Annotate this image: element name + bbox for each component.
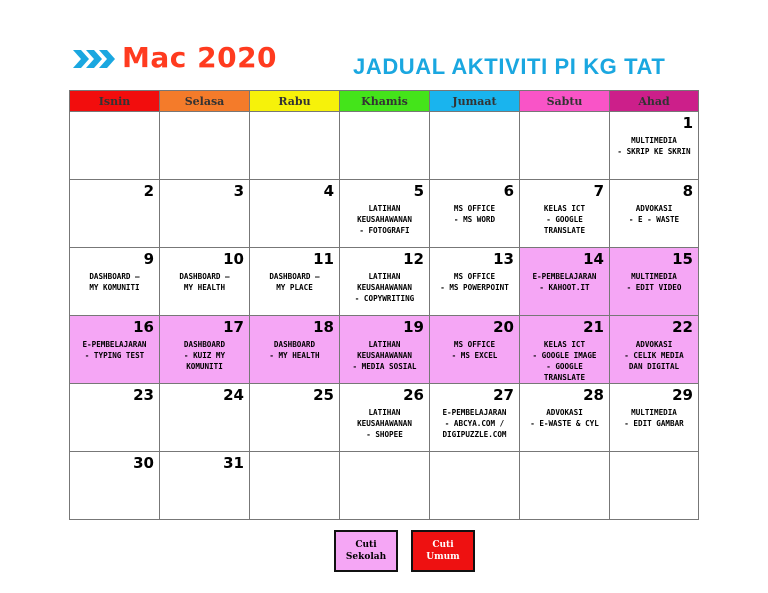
day-cell (340, 112, 430, 180)
activity-text: DASHBOARD – MY KOMUNITI (89, 272, 140, 292)
day-number: 3 (233, 182, 244, 200)
day-number: 7 (593, 182, 604, 200)
day-number: 12 (403, 250, 424, 268)
day-number: 1 (682, 114, 693, 132)
activity-text: LATIHAN KEUSAHAWANAN - FOTOGRAFI (357, 204, 412, 235)
weekday-header-sabtu: Sabtu (520, 91, 610, 112)
day-cell (160, 112, 250, 180)
activity-text: E-PEMBELAJARAN - ABCYA.COM / DIGIPUZZLE.COM (442, 408, 507, 439)
legend-cuti-sekolah (334, 530, 398, 572)
day-cell (160, 316, 250, 384)
activity-text: DASHBOARD - MY HEALTH (269, 340, 320, 360)
activity-text: ADVOKASI - E-WASTE & CYL (530, 408, 599, 428)
activity-text: KELAS ICT - GOOGLE IMAGE - GOOGLE TRANSLATE (532, 340, 597, 382)
activity-text: DASHBOARD – MY HEALTH (179, 272, 230, 292)
day-number: 11 (313, 250, 334, 268)
day-number: 22 (672, 318, 693, 336)
legend-cuti-umum (411, 530, 475, 572)
day-cell (250, 248, 340, 316)
day-cell (430, 180, 520, 248)
day-cell (70, 452, 160, 520)
week-row (70, 384, 699, 452)
day-number: 29 (672, 386, 693, 404)
weekday-header-khamis: Khamis (340, 91, 430, 112)
day-cell (70, 180, 160, 248)
day-number: 10 (223, 250, 244, 268)
week-row (70, 180, 699, 248)
activity-text: KELAS ICT - GOOGLE TRANSLATE (543, 204, 586, 235)
day-number: 18 (313, 318, 334, 336)
day-cell (160, 180, 250, 248)
activity-text: MS OFFICE - MS POWERPOINT (440, 272, 509, 292)
week-row (70, 452, 699, 520)
weekday-header-rabu: Rabu (250, 91, 340, 112)
day-number: 2 (143, 182, 154, 200)
day-cell (520, 384, 610, 452)
day-cell (160, 384, 250, 452)
activity-text: LATIHAN KEUSAHAWANAN - MEDIA SOSIAL (352, 340, 417, 371)
day-number: 19 (403, 318, 424, 336)
day-number: 26 (403, 386, 424, 404)
day-number: 20 (493, 318, 514, 336)
month-title: Mac 2020 (122, 41, 278, 74)
calendar-grid (69, 90, 699, 520)
day-cell (160, 248, 250, 316)
day-number: 16 (133, 318, 154, 336)
activity-text: MS OFFICE - MS EXCEL (451, 340, 498, 360)
day-number: 24 (223, 386, 244, 404)
day-cell (430, 452, 520, 520)
weekday-header-ahad: Ahad (610, 91, 699, 112)
activity-text: DASHBOARD – MY PLACE (269, 272, 320, 292)
week-row (70, 248, 699, 316)
day-cell (340, 180, 430, 248)
header-arrows-icon (73, 48, 115, 70)
day-cell (520, 316, 610, 384)
activity-text: E-PEMBELAJARAN - TYPING TEST (82, 340, 147, 360)
legend-cuti-umum-label: Cuti Umum (426, 540, 460, 562)
week-row (70, 112, 699, 180)
day-cell (520, 180, 610, 248)
day-cell (250, 452, 340, 520)
day-number: 15 (672, 250, 693, 268)
weekday-header-jumaat: Jumaat (430, 91, 520, 112)
day-cell (250, 316, 340, 384)
day-number: 17 (223, 318, 244, 336)
activity-text: MULTIMEDIA - EDIT GAMBAR (624, 408, 684, 428)
day-number: 5 (413, 182, 424, 200)
day-cell (70, 112, 160, 180)
day-cell (160, 452, 250, 520)
day-cell (610, 316, 699, 384)
day-number: 13 (493, 250, 514, 268)
day-cell (250, 112, 340, 180)
activity-text: E-PEMBELAJARAN - KAHOOT.IT (532, 272, 597, 292)
activity-text: DASHBOARD - KUIZ MY KOMUNITI (183, 340, 226, 371)
weekday-header-row (70, 91, 699, 112)
day-cell (610, 248, 699, 316)
weekday-header-selasa: Selasa (160, 91, 250, 112)
day-number: 23 (133, 386, 154, 404)
day-cell (610, 180, 699, 248)
activity-text: LATIHAN KEUSAHAWANAN - SHOPEE (357, 408, 412, 439)
activity-text: ADVOKASI - E - WASTE (628, 204, 680, 224)
page-heading: JADUAL AKTIVITI PI KG TAT (353, 54, 666, 79)
day-number: 31 (223, 454, 244, 472)
day-number: 27 (493, 386, 514, 404)
legend-cuti-sekolah-label: Cuti Sekolah (345, 540, 387, 562)
week-row (70, 316, 699, 384)
day-cell (610, 452, 699, 520)
day-cell (340, 248, 430, 316)
day-cell (430, 112, 520, 180)
day-cell (610, 384, 699, 452)
day-cell (430, 248, 520, 316)
day-cell (250, 180, 340, 248)
day-cell (520, 112, 610, 180)
day-number: 8 (682, 182, 693, 200)
day-number: 30 (133, 454, 154, 472)
activity-text: MULTIMEDIA - SKRIP KE SKRIN (617, 136, 691, 156)
activity-text: MS OFFICE - MS WORD (453, 204, 496, 224)
day-cell (340, 452, 430, 520)
day-cell (610, 112, 699, 180)
day-cell (430, 384, 520, 452)
activity-text: MULTIMEDIA - EDIT VIDEO (626, 272, 682, 292)
day-number: 9 (143, 250, 154, 268)
day-cell (250, 384, 340, 452)
day-cell (340, 316, 430, 384)
day-cell (70, 316, 160, 384)
day-cell (340, 384, 430, 452)
day-cell (70, 248, 160, 316)
day-cell (520, 452, 610, 520)
day-number: 6 (503, 182, 514, 200)
day-number: 21 (583, 318, 604, 336)
day-number: 28 (583, 386, 604, 404)
weekday-header-isnin: Isnin (70, 91, 160, 112)
day-number: 14 (583, 250, 604, 268)
day-cell (430, 316, 520, 384)
activity-text: ADVOKASI - CELIK MEDIA DAN DIGITAL (624, 340, 684, 371)
activity-text: LATIHAN KEUSAHAWANAN - COPYWRITING (354, 272, 415, 303)
day-number: 4 (323, 182, 334, 200)
day-cell (520, 248, 610, 316)
day-cell (70, 384, 160, 452)
day-number: 25 (313, 386, 334, 404)
